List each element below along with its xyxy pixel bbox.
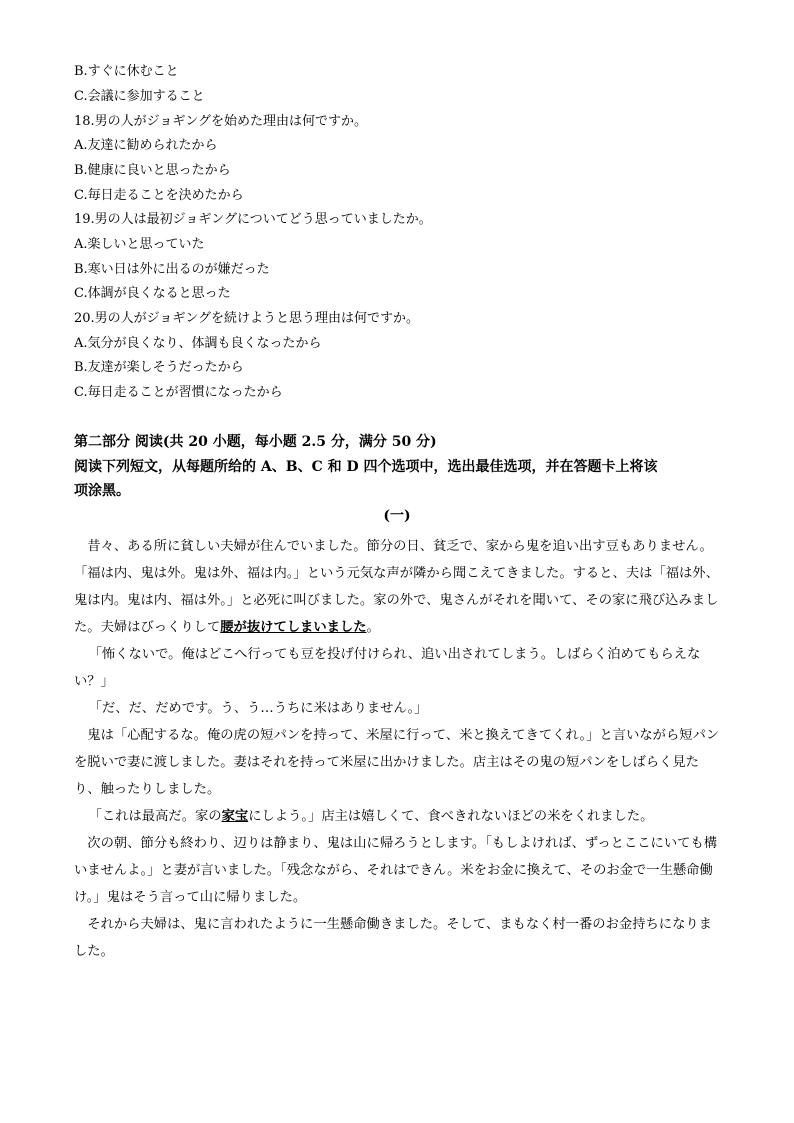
q19-option-a: A.楽しいと思っていた [74,237,205,252]
q20-option-c: C.毎日走ることが習慣になったから [74,385,283,400]
passage-number: (一) [383,508,411,524]
q18-question: 18.男の人がジョギングを始めた理由は何ですか。 [74,114,368,129]
section-instruction-line1: 阅读下列短文，从每题所给的 A、B、C 和 D 四个选项中，选出最佳选项，并在答题卡上将该 [74,459,658,475]
q20-option-b: B.友達が楽しそうだったから [74,360,244,375]
q20-question: 20.男の人がジョギングを続けようと思う理由は何ですか。 [74,311,420,326]
section-title: 第二部分 阅读(共 20 小题，每小题 2.5 分，满分 50 分) [74,434,437,450]
passage-paragraph-3: 「だ、だ、だめです。う、う…うちに米はありません。」 [88,701,428,716]
section-instruction-line2: 项涂黑。 [74,483,130,499]
passage-paragraph-5: 「これは最高だ。家の家宝にしよう。」店主は嬉しくて、食べきれないほどの米をくれました。 [88,809,654,824]
q20-option-a: A.気分が良くなり、体調も良くなったから [74,336,322,351]
reading-passage [74,533,724,965]
q17-option-b: B.すぐに休むこと [74,64,179,79]
passage-paragraph-6: 次の朝、節分も終わり、辺りは静まり、鬼は山に帰ろうとします。「もしよければ、ずっとここにいても構いませんよ。」と妻が言いました。「残念ながら、それはできん。米をお金に換えて、そのお金で一生懸命働け。」鬼はそう言って山に帰りました。 [74,836,718,905]
passage-paragraph-4: 鬼は「心配するな。俺の虎の短パンを持って、米屋に行って、米と換えてきてくれ。」と言いながら短パンを脱いで妻に渡しました。妻はそれを持って米屋に出かけました。店主はその鬼の短パンをしばらく見たり、触ったりしました。 [74,728,720,797]
q17-option-c: C.会議に参加すること [74,89,205,104]
passage-paragraph-2: 「怖くないで。俺はどこへ行っても豆を投げ付けられ、追い出されてしまう。しばらく泊めてもらえない？」 [74,647,701,689]
q19-option-c: C.体調が良くなると思った [74,286,231,301]
q19-question: 19.男の人は最初ジョギングについてどう思っていましたか。 [74,212,432,227]
passage-paragraph-7: それから夫婦は、鬼に言われたように一生懸命働きました。そして、まもなく村一番のお金持ちになりました。 [74,917,712,959]
q18-option-b: B.健康に良いと思ったから [74,163,231,178]
underlined-phrase-koshi: 腰が抜けてしまいました [220,620,367,635]
q18-option-c: C.毎日走ることを決めたから [74,188,244,203]
q19-option-b: B.寒い日は外に出るのが嫌だった [74,262,270,277]
passage-paragraph-1: 昔々、ある所に貧しい夫婦が住んでいました。節分の日、貧乏で、家から鬼を追い出す豆もありません。「福は内、鬼は外。鬼は外、福は内。」という元気な声が隣から聞こえてきました。すると、夫は「福は外、鬼は内。鬼は内、福は外。」と必死に叫びました。家の外で、鬼さんがそれを聞いて、その家に飛び込みました。夫婦はびっくりして腰が抜けてしまいました。 [74,539,719,635]
underlined-word-kahou: 家宝 [221,809,249,824]
q18-option-a: A.友達に勧められたから [74,138,218,153]
